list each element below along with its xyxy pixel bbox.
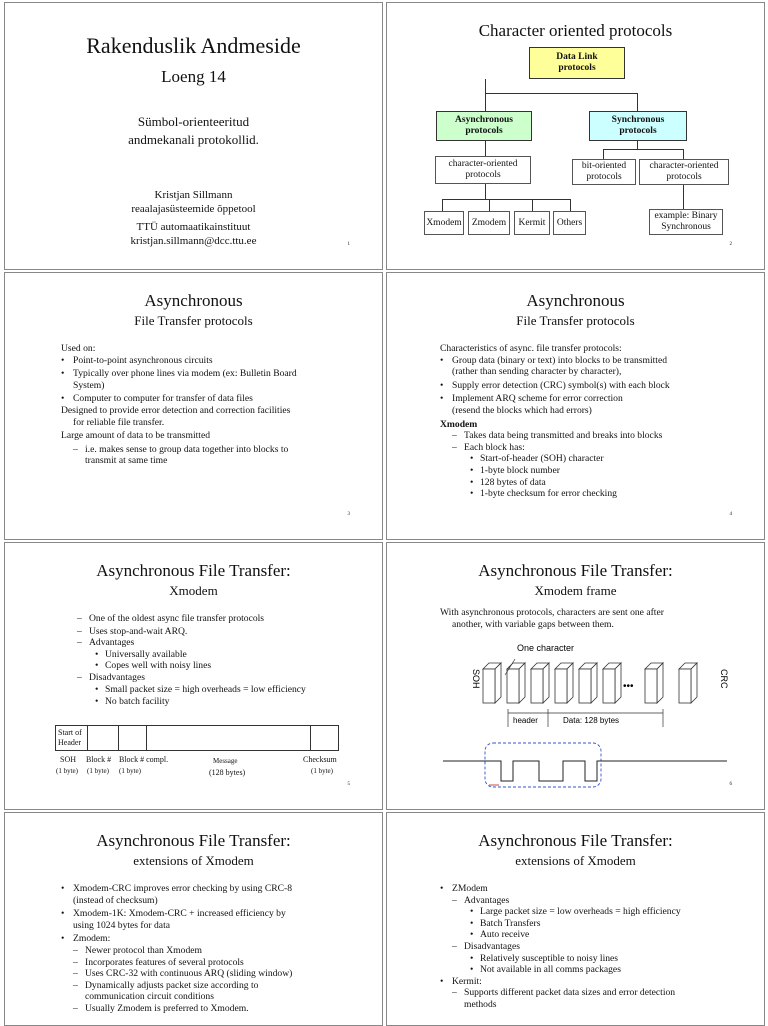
- slide8-title: Asynchronous File Transfer:: [478, 831, 673, 850]
- connector: [683, 149, 684, 159]
- page-number: 4: [729, 512, 732, 517]
- data-block: [645, 663, 663, 703]
- connector: [485, 79, 486, 93]
- slide1-topic-line2: andmekanali protokollid.: [128, 132, 259, 147]
- slide6-body: With asynchronous protocols, characters are sent one after another, with variable gaps between them.: [440, 607, 664, 630]
- label-block-compl-size: (1 byte): [119, 767, 141, 775]
- label-message: Message: [213, 757, 238, 765]
- slide7-subtitle: extensions of Xmodem: [133, 853, 254, 868]
- character-highlight: [485, 743, 601, 787]
- slide-5: [4, 542, 383, 810]
- soh-label: SOH: [471, 669, 481, 689]
- xmodem-box: Xmodem: [424, 211, 464, 235]
- char-oriented-protocols-box: character-oriented protocols: [435, 156, 531, 184]
- slide4-title: Asynchronous: [526, 291, 625, 310]
- others-box: Others: [553, 211, 586, 235]
- label-block-compl: Block # compl.: [119, 755, 169, 764]
- crc-block: [679, 663, 697, 703]
- slide-4: [386, 272, 765, 540]
- frame-message-cell: [146, 726, 311, 750]
- signal-waveform: [443, 761, 727, 781]
- data-block: [579, 663, 597, 703]
- connector: [570, 199, 571, 211]
- label-message-size: (128 bytes): [209, 768, 246, 777]
- page-number: 2: [729, 242, 732, 247]
- slide1-author: Kristjan Sillmann: [154, 189, 233, 201]
- label-block: Block #: [86, 755, 112, 764]
- slide-6: [386, 542, 765, 810]
- slide8-subtitle: extensions of Xmodem: [515, 853, 636, 868]
- soh-block: [483, 663, 501, 703]
- connector: [603, 149, 683, 150]
- data-block: [555, 663, 573, 703]
- page-number: 6: [729, 782, 732, 787]
- connector: [637, 141, 638, 149]
- connector: [532, 199, 533, 211]
- label-checksum: Checksum: [303, 755, 337, 764]
- slide1-dept: reaalajasüsteemide õppetool: [131, 203, 256, 215]
- page-number: 3: [347, 512, 350, 517]
- block-number-block: [507, 663, 525, 703]
- connector: [489, 199, 490, 211]
- slide3-subtitle: File Transfer protocols: [134, 313, 253, 328]
- connector: [442, 199, 570, 200]
- xmodem-frame-diagram: [427, 635, 747, 795]
- slide-7: [4, 812, 383, 1026]
- label-soh-size: (1 byte): [56, 767, 78, 775]
- slide4-body: Characteristics of async. file transfer protocols: • Group data (binary or text) into blocks to be transmitted (rather than sending character by character), • Supply error detection (CRC) symbol(s) with each block • Implement ARQ scheme for error correction (resend the blocks which had errors) Xmodem – Takes data being transmitted and breaks into blocks – Each block has: • Start-of-header (SOH) character • 1-byte block number • 128 bytes of data • 1-byte checksum for error checking: [440, 343, 760, 500]
- zmodem-box: Zmodem: [468, 211, 510, 235]
- slide1-subtitle: Loeng 14: [161, 67, 226, 86]
- slide3-body: Used on: • Point-to-point asynchronous circuits • Typically over phone lines via modem (ex: Bulletin Board System) • Computer to computer for transfer of data files Designed to provide error detection and correction facilities for reliable file transfer. Large amount of data to be transmitted – i.e. makes sense to group data together into blocks to transmit at same time: [61, 343, 371, 467]
- data-block: [603, 663, 621, 703]
- label-block-size: (1 byte): [87, 767, 109, 775]
- slide5-title: Asynchronous File Transfer:: [96, 561, 291, 580]
- header-label: header: [513, 716, 538, 725]
- slide1-topic-line1: Sümbol-orienteeritud: [137, 114, 250, 129]
- block-compl-block: [531, 663, 549, 703]
- slide5-subtitle: Xmodem: [169, 583, 218, 598]
- sync-protocols-box: Synchronous protocols: [589, 111, 687, 141]
- slide5-body: – One of the oldest async file transfer protocols – Uses stop-and-wait ARQ. – Advantages • Universally available • Copes well with noisy lines – Disadvantages • Small packet size = high overheads = low efficiency • No batch facility: [65, 613, 375, 708]
- connector: [442, 199, 443, 211]
- page-number: 1: [347, 242, 350, 247]
- slide-3: [4, 272, 383, 540]
- kermit-box: Kermit: [514, 211, 550, 235]
- bit-oriented-protocols-box: bit-oriented protocols: [572, 159, 636, 185]
- slide1-inst: TTÜ automaatikainstituut: [136, 221, 251, 233]
- data-label: Data: 128 bytes: [563, 716, 620, 725]
- page-number: 5: [347, 782, 350, 787]
- data-link-protocols-box: Data Link protocols: [529, 47, 625, 79]
- slide1-title: Rakenduslik Andmeside: [86, 33, 301, 58]
- slide4-subtitle: File Transfer protocols: [516, 313, 635, 328]
- label-soh: SOH: [60, 755, 77, 764]
- ellipsis-label: •••: [623, 681, 634, 692]
- slide7-title: Asynchronous File Transfer:: [96, 831, 291, 850]
- slide1-email: kristjan.sillmann@dcc.ttu.ee: [130, 235, 257, 247]
- crc-label: CRC: [719, 669, 729, 689]
- binary-sync-example-box: example: Binary Synchronous: [649, 209, 723, 235]
- connector: [683, 185, 684, 209]
- slide2-title: Character oriented protocols: [478, 21, 673, 40]
- async-protocols-box: Asynchronous protocols: [436, 111, 532, 141]
- slide6-title: Asynchronous File Transfer:: [478, 561, 673, 580]
- connector: [485, 93, 637, 94]
- slide7-body: • Xmodem-CRC improves error checking by using CRC-8 (instead of checksum) • Xmodem-1K: Xmodem-CRC + increased efficiency by using 1024 bytes for data • Zmodem: – Newer protocol than Xmodem – Incorporates features of several protocols – Uses CRC-32 with continuous ARQ (sliding window) – Dynamically adjusts packet size according to communication circuit conditions – Usually Zmodem is preferred to Xmodem.: [61, 883, 371, 1015]
- connector: [603, 149, 604, 159]
- connector: [485, 184, 486, 199]
- slide3-title: Asynchronous: [144, 291, 243, 310]
- slide-2: [386, 2, 765, 270]
- frame-soh-cell: Start of Header: [56, 726, 88, 750]
- char-oriented-sync-box: character-oriented protocols: [639, 159, 729, 185]
- one-character-label: One character: [517, 643, 575, 653]
- connector: [637, 93, 638, 111]
- slide-8: [386, 812, 765, 1026]
- connector: [485, 93, 486, 111]
- slide6-subtitle: Xmodem frame: [534, 583, 617, 598]
- slide8-body: • ZModem – Advantages • Large packet size = low overheads = high efficiency • Batch Transfers • Auto receive – Disadvantages • Relatively susceptible to noisy lines • Not available in all comms packages • Kermit: – Supports different packet data sizes and error detection methods: [440, 883, 760, 1011]
- slide-1: [4, 2, 383, 270]
- label-checksum-size: (1 byte): [311, 767, 333, 775]
- frame-block-compl-cell: [118, 726, 147, 750]
- frame-block-cell: [88, 726, 119, 750]
- xmodem-frame: [55, 725, 339, 751]
- connector: [485, 141, 486, 156]
